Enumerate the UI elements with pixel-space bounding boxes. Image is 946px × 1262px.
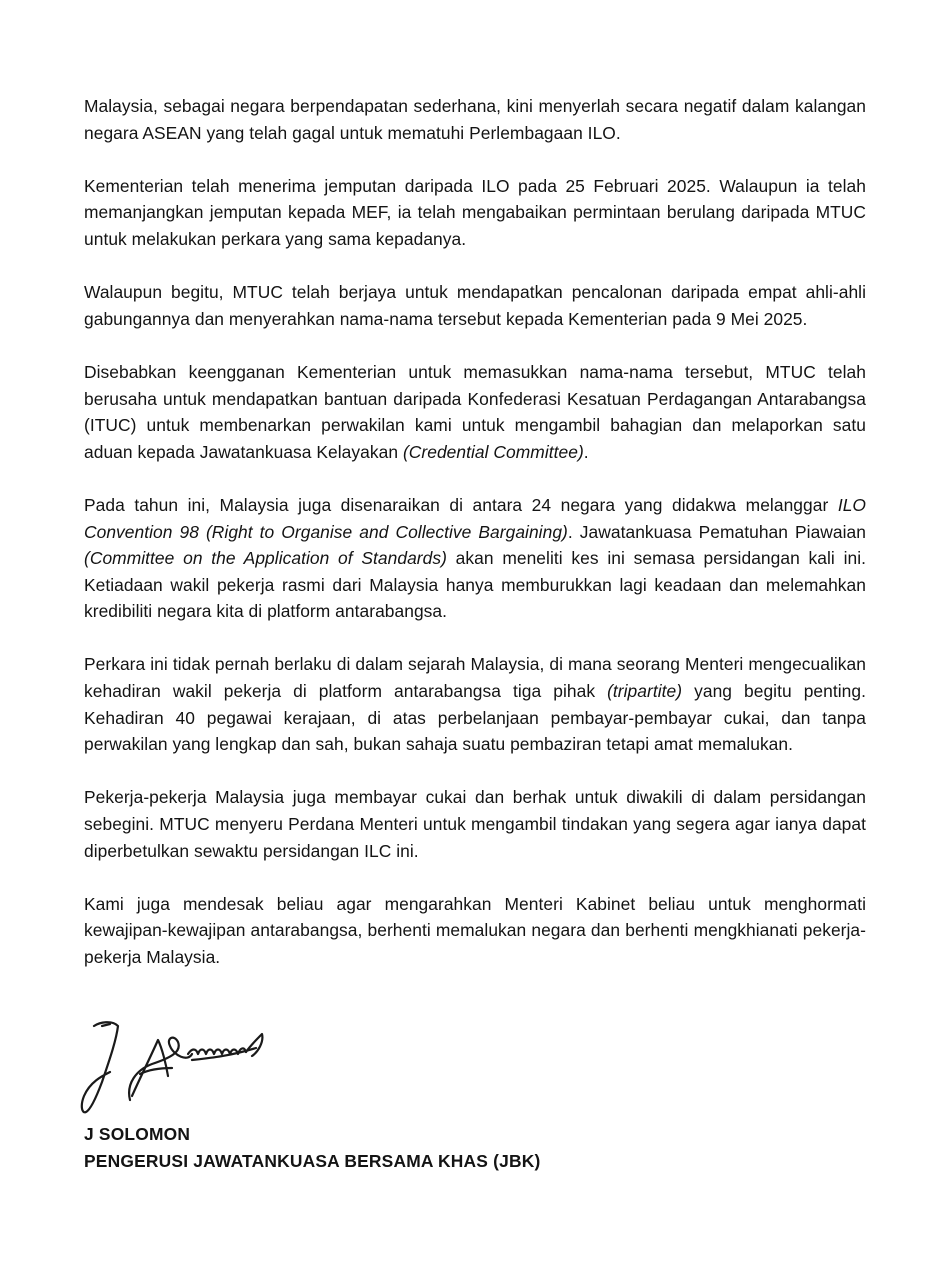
paragraph bbox=[84, 784, 866, 864]
text-run: Disebabkan keengganan Kementerian untuk memasukkan nama-nama tersebut, MTUC telah berusaha untuk mendapatkan bantuan daripada Konfederasi Kesatuan Perdagangan Antarabangsa (ITUC) untuk membenarkan perwakilan kami untuk mengambil bahagian dan melaporkan satu aduan kepada Jawatankuasa Kelayakan bbox=[84, 361, 866, 462]
italic-text-run: (Credential Committee) bbox=[402, 441, 584, 462]
paragraph bbox=[84, 651, 866, 757]
text-run: . bbox=[583, 441, 589, 462]
italic-text-run: ILO Convention 98 (Right to Organise and Collective Bargaining) bbox=[84, 494, 866, 542]
signatory-title: PENGERUSI JAWATANKUASA BERSAMA KHAS (JBK) bbox=[84, 1151, 541, 1171]
letter-body bbox=[84, 93, 866, 971]
paragraph bbox=[84, 359, 866, 465]
paragraph bbox=[84, 279, 866, 332]
text-run: Walaupun begitu, MTUC telah berjaya untuk mendapatkan pencalonan daripada empat ahli-ahli gabungannya dan menyerahkan nama-nama tersebut kepada Kementerian pada 9 Mei 2025. bbox=[84, 282, 866, 329]
italic-text-run: (tripartite) bbox=[607, 681, 683, 702]
text-run: Kami juga mendesak beliau agar mengarahkan Menteri Kabinet beliau untuk menghormati kewajipan-kewajipan antarabangsa, berhenti memalukan negara dan berhenti mengkhianati pekerja-pekerja Malaysia. bbox=[84, 893, 866, 967]
signatory-name: J SOLOMON bbox=[84, 1124, 191, 1144]
text-run: akan meneliti kes ini semasa persidangan kali ini. Ketiadaan wakil pekerja rasmi dari Malaysia hanya memburukkan lagi keadaan dan melemahkan kredibiliti negara kita di platform antarabangsa. bbox=[84, 548, 866, 622]
handwritten-signature bbox=[80, 1012, 270, 1124]
text-run: Malaysia, sebagai negara berpendapatan sederhana, kini menyerlah secara negatif dalam kalangan negara ASEAN yang telah gagal untuk mematuhi Perlembagaan ILO. bbox=[84, 96, 866, 143]
italic-text-run: (Committee on the Application of Standards) bbox=[84, 548, 447, 569]
paragraph bbox=[84, 492, 866, 625]
text-run: Kementerian telah menerima jemputan daripada ILO pada 25 Februari 2025. Walaupun ia telah memanjangkan jemputan kepada MEF, ia telah mengabaikan permintaan berulang daripada MTUC untuk melakukan perkara yang sama kepadanya. bbox=[84, 175, 866, 249]
text-run: yang begitu penting. Kehadiran 40 pegawai kerajaan, di atas perbelanjaan pembayar-pembayar cukai, dan tanpa perwakilan yang lengkap dan sah, bukan sahaja suatu pembaziran tetapi amat memalukan. bbox=[84, 681, 866, 755]
paragraph bbox=[84, 891, 866, 971]
text-run: Pada tahun ini, Malaysia juga disenaraikan di antara 24 negara yang didakwa melanggar bbox=[84, 494, 838, 515]
text-run: Perkara ini tidak pernah berlaku di dalam sejarah Malaysia, di mana seorang Menteri mengecualikan kehadiran wakil pekerja di platform antarabangsa tiga pihak bbox=[84, 654, 866, 702]
paragraph bbox=[84, 173, 866, 253]
text-run: . Jawatankuasa Pematuhan Piawaian bbox=[567, 521, 866, 542]
paragraph bbox=[84, 93, 866, 146]
text-run: Pekerja-pekerja Malaysia juga membayar cukai dan berhak untuk diwakili di dalam persidangan sebegini. MTUC menyeru Perdana Menteri untuk mengambil tindakan yang segera agar ianya dapat diperbetulkan sewaktu persidangan ILC ini. bbox=[84, 787, 866, 861]
